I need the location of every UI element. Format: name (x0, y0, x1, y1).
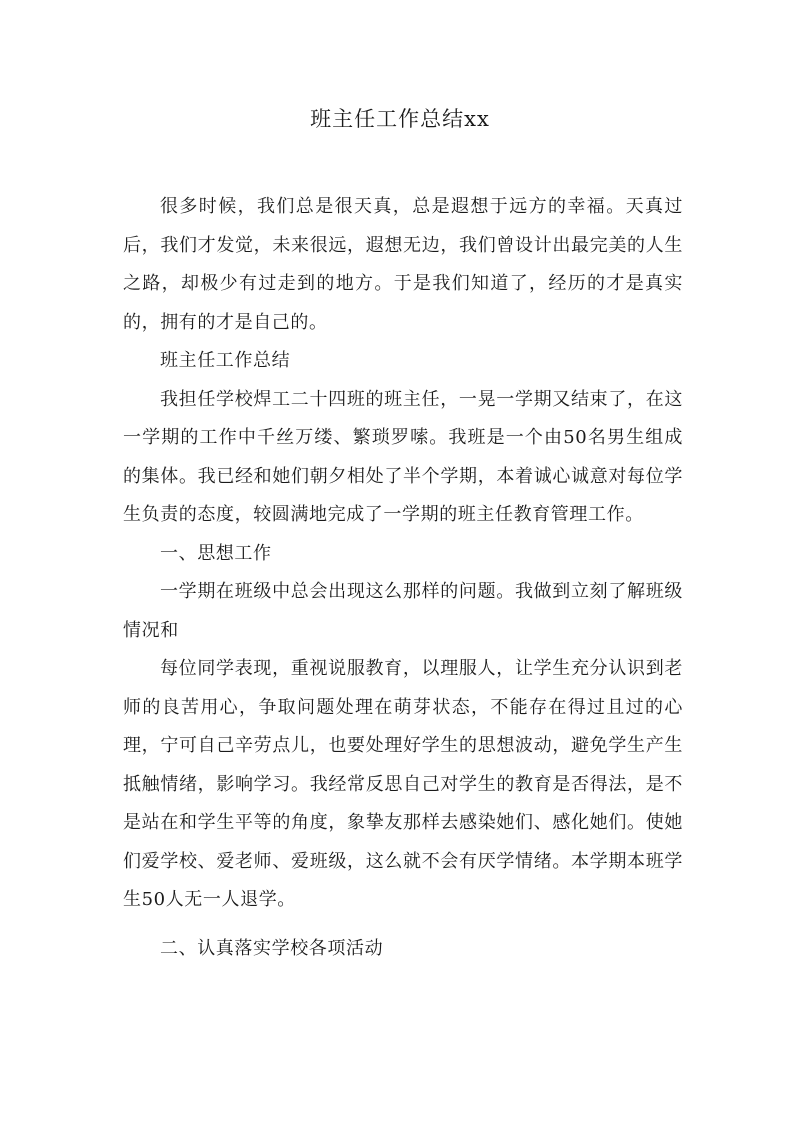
paragraph-class-overview: 我担任学校焊工二十四班的班主任，一晃一学期又结束了，在这一学期的工作中千丝万缕、繁琐罗嗦。我班是一个由50名男生组成的集体。我已经和她们朝夕相处了半个学期，本着诚心诚意对每位学生负责的态度，较圆满地完成了一学期的班主任教育管理工作。 (123, 388, 683, 525)
paragraph-heading-summary: 班主任工作总结 (160, 350, 291, 371)
paragraph-thought-work-start: 一学期在班级中总会出现这么那样的问题。我做到立刻了解班级情况和 (123, 581, 683, 641)
document-title: 班主任工作总结xx (310, 107, 490, 131)
section-heading-thought-work: 一、思想工作 (160, 542, 272, 564)
section-heading-school-activities: 二、认真落实学校各项活动 (160, 937, 384, 959)
paragraph-thought-work-detail: 每位同学表现，重视说服教育，以理服人，让学生充分认识到老师的良苦用心，争取问题处理在萌芽状态，不能存在得过且过的心理，宁可自己辛劳点儿，也要处理好学生的思想波动，避免学生产生抵触情绪，影响学习。我经常反思自己对学生的教育是否得法，是不是站在和学生平等的角度，象挚友那样去感染她们、感化她们。使她们爱学校、爱老师、爱班级，这么就不会有厌学情绪。本学期本班学生50人无一人退学。 (123, 658, 683, 910)
document-body (123, 188, 683, 968)
paragraph-intro: 很多时候，我们总是很天真，总是遐想于远方的幸福。天真过后，我们才发觉，未来很远，遐想无边，我们曾设计出最完美的人生之路，却极少有过走到的地方。于是我们知道了，经历的才是真实的，拥有的才是自己的。 (123, 196, 683, 333)
